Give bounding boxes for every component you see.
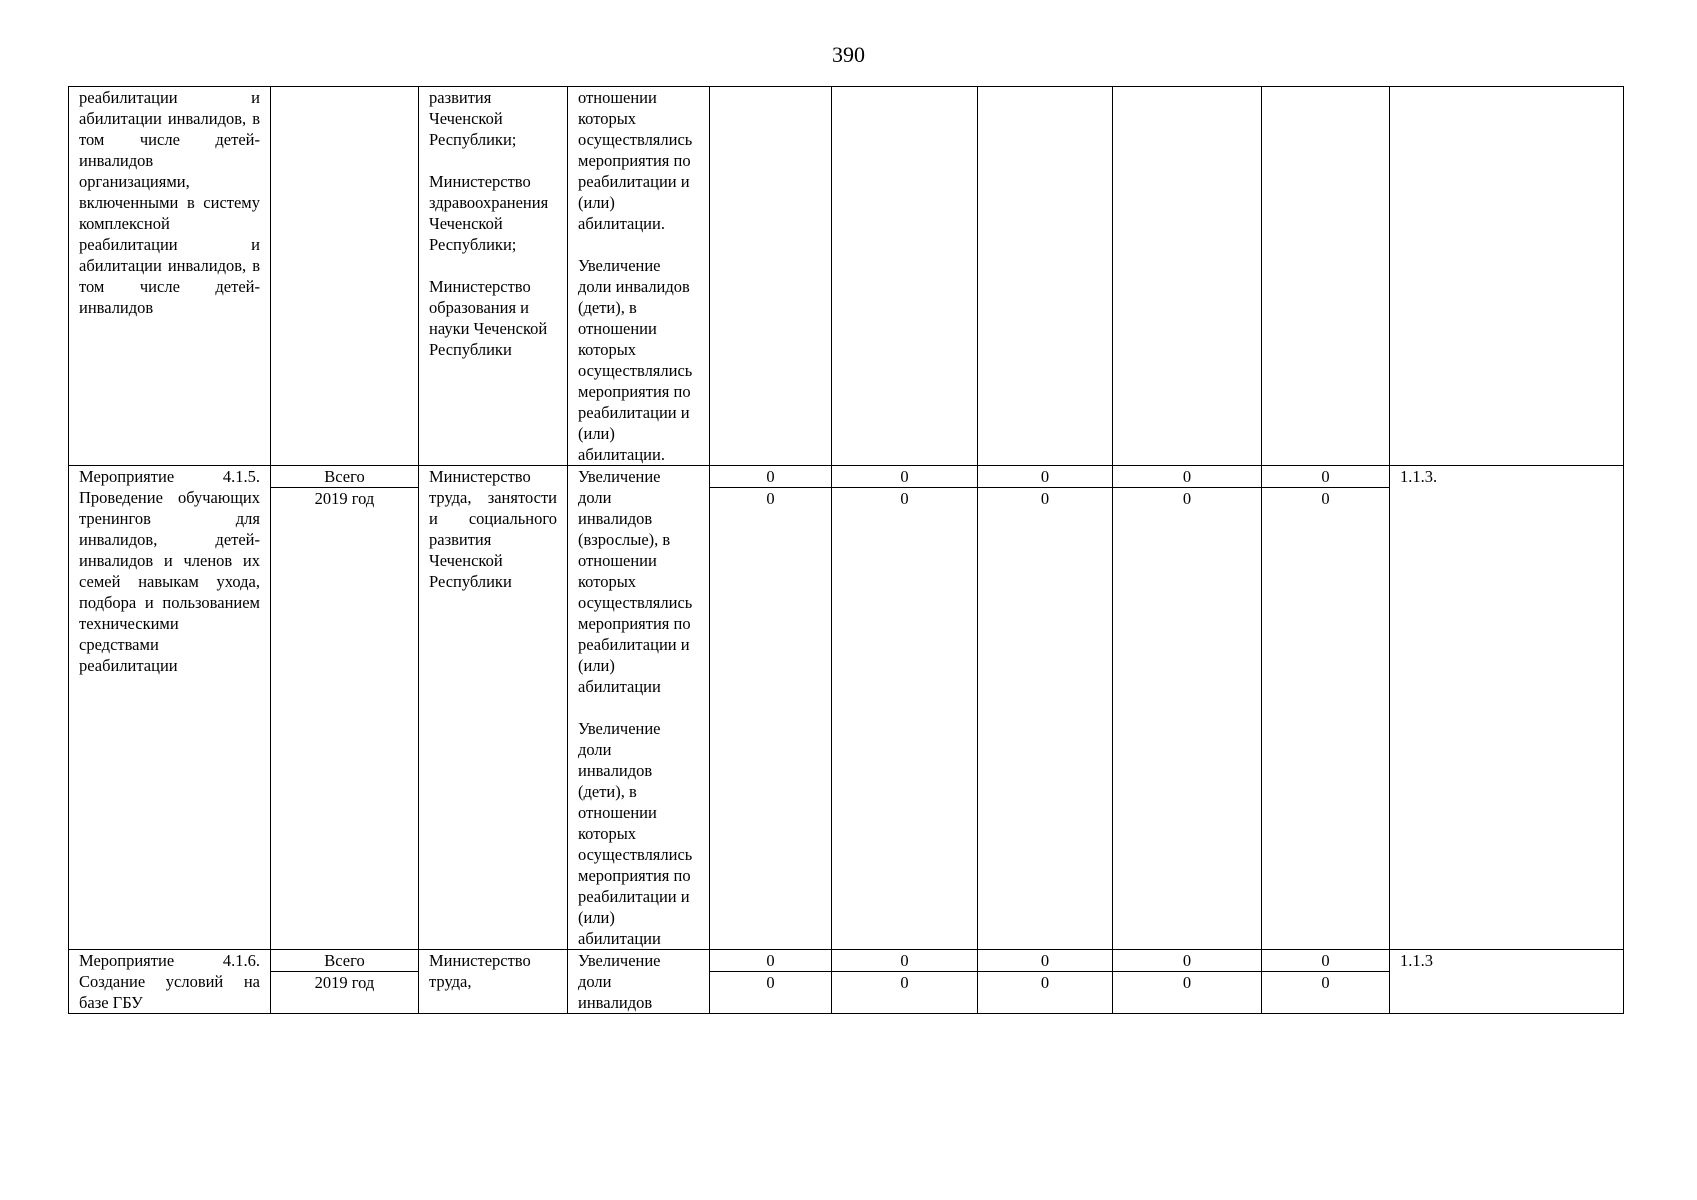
value-cell bbox=[1113, 87, 1262, 466]
program-table bbox=[68, 86, 1624, 1014]
value-total: 0 bbox=[1262, 950, 1390, 972]
value-cell bbox=[710, 87, 832, 466]
funding-source-cell bbox=[271, 87, 419, 466]
value-total: 0 bbox=[832, 950, 978, 972]
value-total: 0 bbox=[978, 950, 1113, 972]
funding-source-total: Всего bbox=[271, 466, 419, 488]
funding-source-year: 2019 год bbox=[271, 488, 419, 950]
target-indicator: Увеличение доли инвалидов (взрослые), в отношении которых осуществлялись мероприятия по реабилитации и (или) абилитации Увеличение доли инвалидов (дети), в отношении которых осуществлялись мероприятия по реабилитации и (или) абилитации bbox=[568, 466, 710, 950]
value-total: 0 bbox=[1113, 466, 1262, 488]
value-year: 0 bbox=[1113, 972, 1262, 1014]
value-year: 0 bbox=[1113, 488, 1262, 950]
value-cell bbox=[978, 87, 1113, 466]
measure-description: Мероприятие 4.1.5. Проведение обучающих тренингов для инвалидов, детей-инвалидов и членов их семей навыкам ухода, подбора и пользованием техническими средствами реабилитации bbox=[69, 466, 271, 950]
target-indicator: отношении которых осуществлялись мероприятия по реабилитации и (или) абилитации. Увеличение доли инвалидов (дети), в отношении которых осуществлялись мероприятия по реабилитации и (или) абилитации. bbox=[568, 87, 710, 466]
reference-cell: 1.1.3 bbox=[1390, 950, 1624, 1014]
value-year: 0 bbox=[832, 972, 978, 1014]
value-cell bbox=[1262, 87, 1390, 466]
reference-cell: 1.1.3. bbox=[1390, 466, 1624, 950]
funding-source-year: 2019 год bbox=[271, 972, 419, 1014]
value-year: 0 bbox=[710, 972, 832, 1014]
value-cell bbox=[832, 87, 978, 466]
table-row bbox=[69, 950, 1624, 972]
value-total: 0 bbox=[832, 466, 978, 488]
measure-description: реабилитации и абилитации инвалидов, в том числе детей-инвалидов организациями, включенными в систему комплексной реабилитации и абилитации инвалидов, в том числе детей-инвалидов bbox=[69, 87, 271, 466]
value-year: 0 bbox=[710, 488, 832, 950]
value-total: 0 bbox=[1113, 950, 1262, 972]
value-total: 0 bbox=[710, 466, 832, 488]
value-year: 0 bbox=[978, 488, 1113, 950]
page-number: 390 bbox=[832, 42, 865, 67]
value-total: 0 bbox=[710, 950, 832, 972]
responsible-executor: Министерство труда, занятости и социального развития Чеченской Республики bbox=[419, 466, 568, 950]
value-total: 0 bbox=[978, 466, 1113, 488]
funding-source-total: Всего bbox=[271, 950, 419, 972]
value-year: 0 bbox=[1262, 488, 1390, 950]
value-year: 0 bbox=[832, 488, 978, 950]
value-total: 0 bbox=[1262, 466, 1390, 488]
responsible-executor: развития Чеченской Республики; Министерство здравоохранения Чеченской Республики; Министерство образования и науки Чеченской Республики bbox=[419, 87, 568, 466]
table-row bbox=[69, 466, 1624, 488]
value-year: 0 bbox=[1262, 972, 1390, 1014]
value-year: 0 bbox=[978, 972, 1113, 1014]
target-indicator: Увеличение доли инвалидов bbox=[568, 950, 710, 1014]
responsible-executor: Министерство труда, bbox=[419, 950, 568, 1014]
table-row bbox=[69, 87, 1624, 466]
reference-cell bbox=[1390, 87, 1624, 466]
measure-description: Мероприятие 4.1.6. Создание условий на базе ГБУ bbox=[69, 950, 271, 1014]
